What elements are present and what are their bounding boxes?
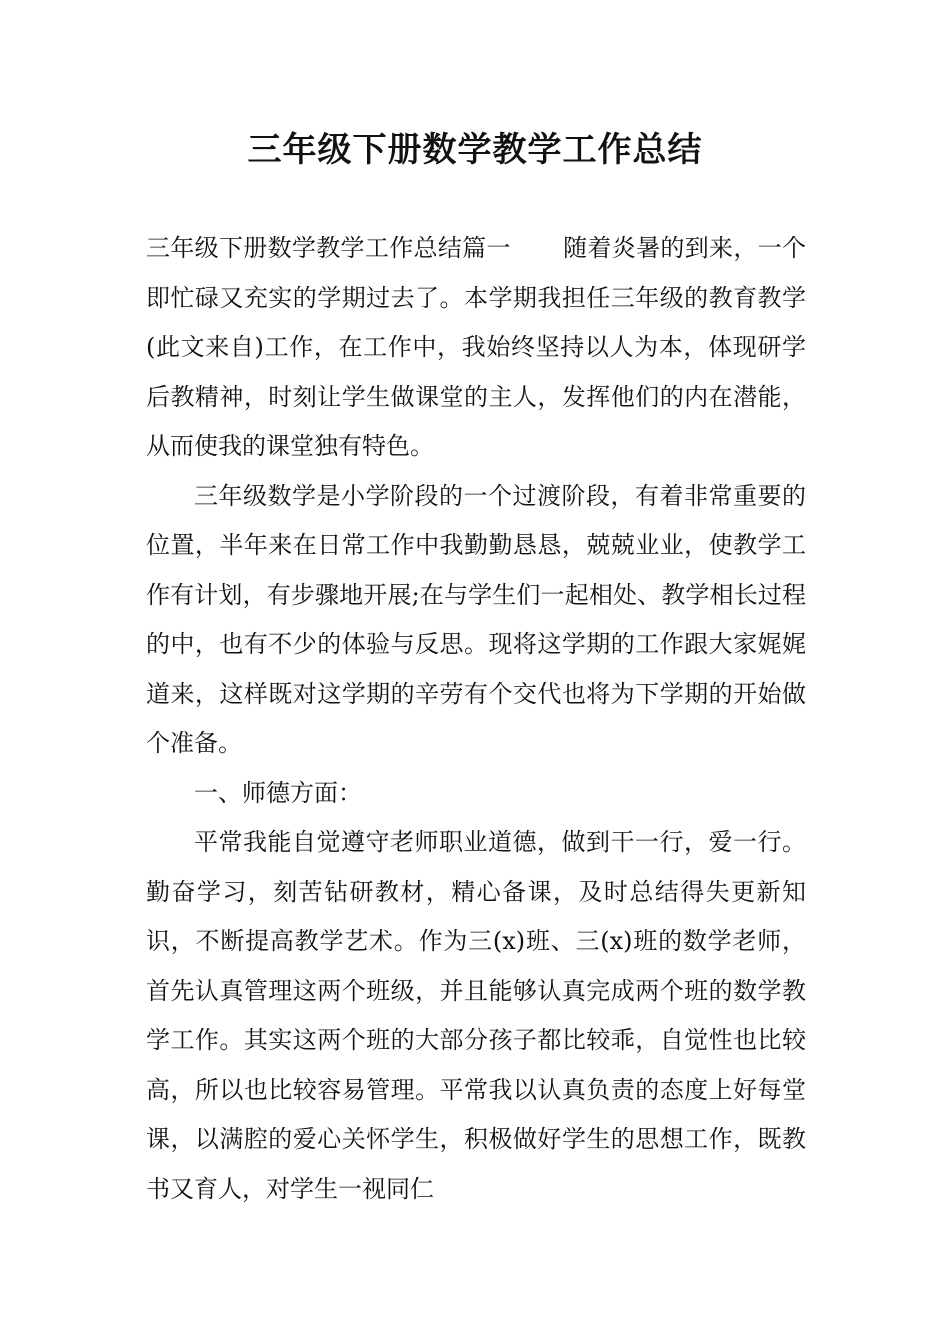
paragraph-1: [146, 224, 806, 472]
document-body: [146, 224, 806, 1214]
paragraph-3: 平常我能自觉遵守老师职业道德，做到干一行，爱一行。勤奋学习，刻苦钻研教材，精心备课，及时总结得失更新知识，不断提高教学艺术。作为三(x)班、三(x)班的数学老师，首先认真管理这两个班级，并且能够认真完成两个班的数学教学工作。其实这两个班的大部分孩子都比较乖，自觉性也比较高，所以也比较容易管理。平常我以认真负责的态度上好每堂课，以满腔的爱心关怀学生，积极做好学生的思想工作，既教书又育人，对学生一视同仁: [146, 828, 806, 1203]
document-title: 三年级下册数学教学工作总结: [247, 130, 703, 170]
paragraph-1-text: 随着炎暑的到来，一个即忙碌又充实的学期过去了。本学期我担任三年级的教育教学(此文来自)工作，在工作中，我始终坚持以人为本，体现研学后教精神，时刻让学生做课堂的主人，发挥他们的内在潜能，从而使我的课堂独有特色。: [146, 234, 807, 460]
paragraph-2: 三年级数学是小学阶段的一个过渡阶段，有着非常重要的位置，半年来在日常工作中我勤勤恳恳，兢兢业业，使教学工作有计划，有步骤地开展;在与学生们一起相处、教学相长过程的中，也有不少的体验与反思。现将这学期的工作跟大家娓娓道来，这样既对这学期的辛劳有个交代也将为下学期的开始做个准备。: [146, 481, 806, 757]
inline-heading: 三年级下册数学教学工作总结篇一: [146, 234, 511, 262]
section-heading-ethics: 一、师德方面：: [194, 778, 362, 807]
